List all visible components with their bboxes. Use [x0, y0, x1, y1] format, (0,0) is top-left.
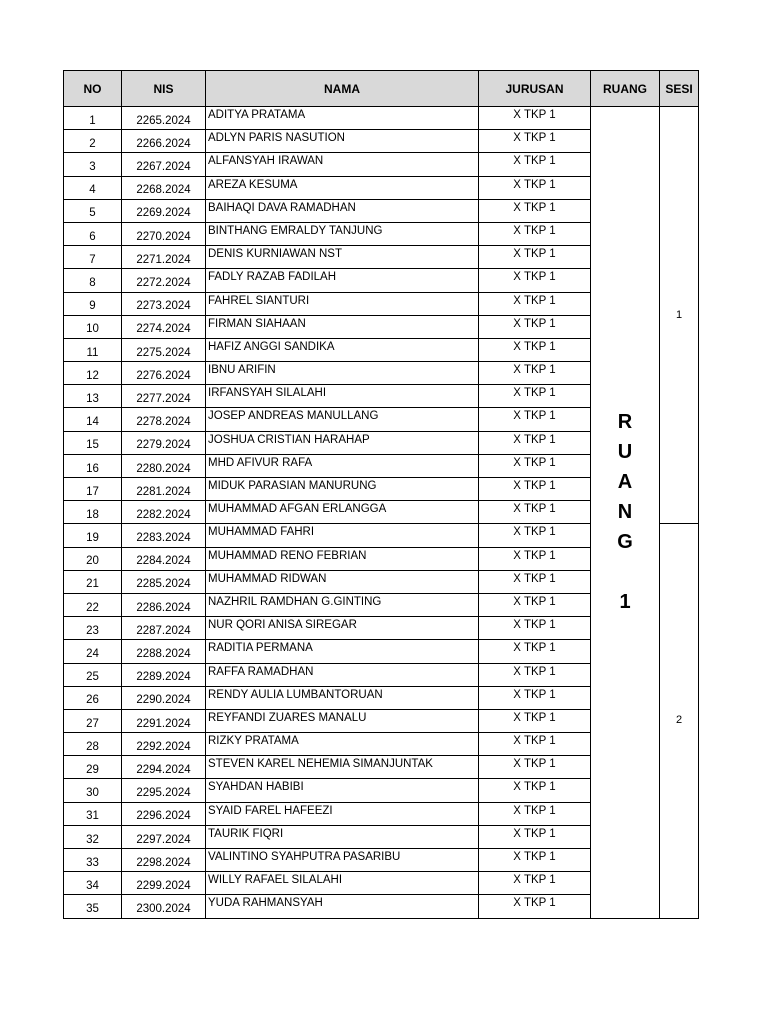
cell-no: 8 [64, 269, 122, 292]
cell-jurusan: X TKP 1 [479, 315, 591, 338]
cell-no: 13 [64, 385, 122, 408]
cell-nama: FADLY RAZAB FADILAH [206, 269, 479, 292]
cell-nama: FAHREL SIANTURI [206, 292, 479, 315]
cell-nis: 2289.2024 [122, 663, 206, 686]
student-room-sheet [63, 70, 699, 919]
cell-no: 18 [64, 501, 122, 524]
cell-nama: DENIS KURNIAWAN NST [206, 246, 479, 269]
cell-nis: 2277.2024 [122, 385, 206, 408]
table-row [64, 107, 699, 130]
cell-no: 23 [64, 617, 122, 640]
cell-nis: 2280.2024 [122, 454, 206, 477]
cell-nis: 2297.2024 [122, 825, 206, 848]
cell-nis: 2271.2024 [122, 246, 206, 269]
cell-nama: IRFANSYAH SILALAHI [206, 385, 479, 408]
cell-nama: WILLY RAFAEL SILALAHI [206, 872, 479, 895]
cell-jurusan: X TKP 1 [479, 709, 591, 732]
cell-nama: NAZHRIL RAMDHAN G.GINTING [206, 593, 479, 616]
ruang-merged-cell [591, 107, 660, 919]
ruang-letter: U [617, 441, 633, 464]
cell-jurusan: X TKP 1 [479, 872, 591, 895]
cell-no: 2 [64, 130, 122, 153]
cell-nis: 2283.2024 [122, 524, 206, 547]
cell-nama: REYFANDI ZUARES MANALU [206, 709, 479, 732]
cell-nis: 2276.2024 [122, 362, 206, 385]
table-body [64, 107, 699, 919]
cell-nama: JOSHUA CRISTIAN HARAHAP [206, 431, 479, 454]
header-jurusan: JURUSAN [479, 71, 591, 107]
cell-nama: BAIHAQI DAVA RAMADHAN [206, 199, 479, 222]
cell-no: 1 [64, 107, 122, 130]
cell-no: 25 [64, 663, 122, 686]
cell-jurusan: X TKP 1 [479, 431, 591, 454]
cell-nama: ADLYN PARIS NASUTION [206, 130, 479, 153]
ruang-letter: N [617, 501, 633, 524]
cell-nis: 2282.2024 [122, 501, 206, 524]
cell-nis: 2267.2024 [122, 153, 206, 176]
cell-jurusan: X TKP 1 [479, 617, 591, 640]
cell-nis: 2269.2024 [122, 199, 206, 222]
ruang-letter: R [617, 411, 633, 434]
cell-nama: FIRMAN SIAHAAN [206, 315, 479, 338]
cell-nis: 2288.2024 [122, 640, 206, 663]
cell-jurusan: X TKP 1 [479, 269, 591, 292]
cell-nama: VALINTINO SYAHPUTRA PASARIBU [206, 849, 479, 872]
cell-no: 35 [64, 895, 122, 918]
cell-no: 5 [64, 199, 122, 222]
cell-nis: 2272.2024 [122, 269, 206, 292]
cell-jurusan: X TKP 1 [479, 663, 591, 686]
cell-nama: STEVEN KAREL NEHEMIA SIMANJUNTAK [206, 756, 479, 779]
header-sesi: SESI [660, 71, 699, 107]
cell-no: 10 [64, 315, 122, 338]
cell-nama: JOSEP ANDREAS MANULLANG [206, 408, 479, 431]
cell-nama: SYAHDAN HABIBI [206, 779, 479, 802]
cell-nis: 2300.2024 [122, 895, 206, 918]
cell-nama: RIZKY PRATAMA [206, 733, 479, 756]
header-ruang: RUANG [591, 71, 660, 107]
table-header-row [64, 71, 699, 107]
cell-nis: 2286.2024 [122, 593, 206, 616]
cell-no: 34 [64, 872, 122, 895]
cell-nis: 2290.2024 [122, 686, 206, 709]
cell-no: 17 [64, 478, 122, 501]
cell-nama: IBNU ARIFIN [206, 362, 479, 385]
cell-no: 11 [64, 338, 122, 361]
header-nama: NAMA [206, 71, 479, 107]
cell-no: 16 [64, 454, 122, 477]
cell-no: 21 [64, 570, 122, 593]
ruang-vertical-label [591, 407, 659, 617]
cell-nama: TAURIK FIQRI [206, 825, 479, 848]
cell-no: 9 [64, 292, 122, 315]
cell-nama: RENDY AULIA LUMBANTORUAN [206, 686, 479, 709]
cell-no: 27 [64, 709, 122, 732]
cell-no: 7 [64, 246, 122, 269]
cell-no: 22 [64, 593, 122, 616]
cell-no: 20 [64, 547, 122, 570]
cell-nama: RAFFA RAMADHAN [206, 663, 479, 686]
cell-no: 6 [64, 222, 122, 245]
ruang-letter: A [617, 471, 633, 494]
cell-nis: 2295.2024 [122, 779, 206, 802]
cell-jurusan: X TKP 1 [479, 547, 591, 570]
sesi-1-cell: 1 [660, 107, 699, 524]
cell-nama: MUHAMMAD RENO FEBRIAN [206, 547, 479, 570]
cell-no: 12 [64, 362, 122, 385]
cell-nis: 2270.2024 [122, 222, 206, 245]
cell-nama: MHD AFIVUR RAFA [206, 454, 479, 477]
cell-nis: 2285.2024 [122, 570, 206, 593]
cell-nis: 2278.2024 [122, 408, 206, 431]
cell-no: 4 [64, 176, 122, 199]
cell-jurusan: X TKP 1 [479, 825, 591, 848]
cell-nis: 2268.2024 [122, 176, 206, 199]
cell-nama: AREZA KESUMA [206, 176, 479, 199]
header-no: NO [64, 71, 122, 107]
cell-nama: BINTHANG EMRALDY TANJUNG [206, 222, 479, 245]
cell-jurusan: X TKP 1 [479, 130, 591, 153]
cell-no: 14 [64, 408, 122, 431]
cell-jurusan: X TKP 1 [479, 524, 591, 547]
cell-no: 3 [64, 153, 122, 176]
cell-no: 15 [64, 431, 122, 454]
cell-jurusan: X TKP 1 [479, 222, 591, 245]
cell-jurusan: X TKP 1 [479, 292, 591, 315]
cell-nis: 2296.2024 [122, 802, 206, 825]
cell-jurusan: X TKP 1 [479, 246, 591, 269]
cell-no: 28 [64, 733, 122, 756]
cell-nama: NUR QORI ANISA SIREGAR [206, 617, 479, 640]
cell-no: 26 [64, 686, 122, 709]
cell-jurusan: X TKP 1 [479, 176, 591, 199]
cell-no: 31 [64, 802, 122, 825]
cell-jurusan: X TKP 1 [479, 153, 591, 176]
cell-jurusan: X TKP 1 [479, 478, 591, 501]
cell-jurusan: X TKP 1 [479, 895, 591, 918]
cell-no: 32 [64, 825, 122, 848]
cell-jurusan: X TKP 1 [479, 362, 591, 385]
ruang-letter: G [617, 531, 633, 554]
cell-nama: YUDA RAHMANSYAH [206, 895, 479, 918]
cell-nis: 2287.2024 [122, 617, 206, 640]
cell-jurusan: X TKP 1 [479, 640, 591, 663]
cell-nis: 2281.2024 [122, 478, 206, 501]
cell-jurusan: X TKP 1 [479, 686, 591, 709]
cell-no: 33 [64, 849, 122, 872]
cell-jurusan: X TKP 1 [479, 570, 591, 593]
cell-jurusan: X TKP 1 [479, 338, 591, 361]
cell-jurusan: X TKP 1 [479, 408, 591, 431]
cell-no: 29 [64, 756, 122, 779]
cell-jurusan: X TKP 1 [479, 756, 591, 779]
cell-nis: 2273.2024 [122, 292, 206, 315]
cell-jurusan: X TKP 1 [479, 802, 591, 825]
cell-nama: HAFIZ ANGGI SANDIKA [206, 338, 479, 361]
cell-nis: 2291.2024 [122, 709, 206, 732]
cell-nama: ADITYA PRATAMA [206, 107, 479, 130]
cell-nama: SYAID FAREL HAFEEZI [206, 802, 479, 825]
cell-nis: 2265.2024 [122, 107, 206, 130]
cell-jurusan: X TKP 1 [479, 849, 591, 872]
cell-nama: MUHAMMAD AFGAN ERLANGGA [206, 501, 479, 524]
cell-jurusan: X TKP 1 [479, 385, 591, 408]
cell-jurusan: X TKP 1 [479, 107, 591, 130]
cell-jurusan: X TKP 1 [479, 454, 591, 477]
cell-nis: 2274.2024 [122, 315, 206, 338]
sesi-2-cell: 2 [660, 524, 699, 918]
cell-jurusan: X TKP 1 [479, 779, 591, 802]
cell-jurusan: X TKP 1 [479, 593, 591, 616]
cell-nis: 2298.2024 [122, 849, 206, 872]
cell-nis: 2279.2024 [122, 431, 206, 454]
cell-nis: 2284.2024 [122, 547, 206, 570]
cell-nama: ALFANSYAH IRAWAN [206, 153, 479, 176]
cell-jurusan: X TKP 1 [479, 733, 591, 756]
cell-nis: 2292.2024 [122, 733, 206, 756]
cell-nis: 2294.2024 [122, 756, 206, 779]
header-nis: NIS [122, 71, 206, 107]
cell-nis: 2266.2024 [122, 130, 206, 153]
cell-no: 19 [64, 524, 122, 547]
cell-nama: MIDUK PARASIAN MANURUNG [206, 478, 479, 501]
cell-nama: MUHAMMAD RIDWAN [206, 570, 479, 593]
cell-no: 24 [64, 640, 122, 663]
cell-nama: MUHAMMAD FAHRI [206, 524, 479, 547]
cell-no: 30 [64, 779, 122, 802]
cell-jurusan: X TKP 1 [479, 199, 591, 222]
cell-jurusan: X TKP 1 [479, 501, 591, 524]
ruang-number: 1 [619, 591, 631, 614]
cell-nis: 2299.2024 [122, 872, 206, 895]
cell-nis: 2275.2024 [122, 338, 206, 361]
student-table [63, 70, 699, 919]
cell-nama: RADITIA PERMANA [206, 640, 479, 663]
